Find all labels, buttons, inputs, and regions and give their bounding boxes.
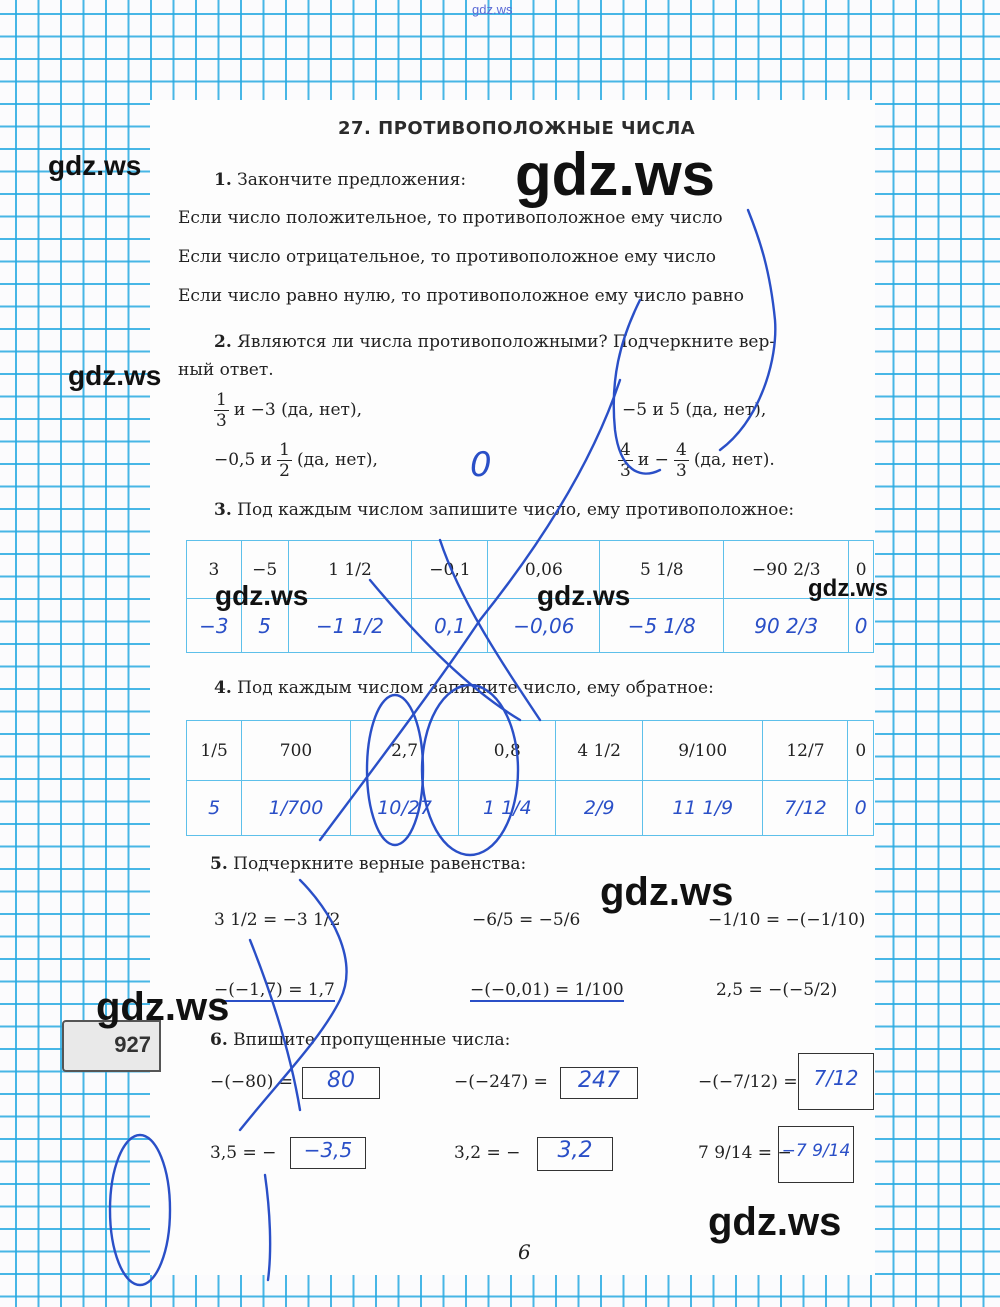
answer-cell: −1 1/2 — [288, 599, 412, 653]
task3-number: 3. — [214, 500, 232, 520]
task2-item-1: $\frac{1}{3}$ и −3 (да, нет), — [216, 390, 362, 431]
cell: 9/100 — [643, 721, 763, 781]
scribble-stroke — [240, 880, 346, 1130]
task6-number: 6. — [210, 1030, 228, 1050]
scribble-stroke — [614, 300, 660, 474]
watermark: gdz.ws — [537, 580, 631, 611]
fraction: $\frac{1}{3}$ — [216, 390, 227, 431]
cell: −90 2/3 — [724, 541, 849, 599]
task2-item-3: −0,5 и $\frac{1}{2}$ (да, нет), — [214, 440, 378, 481]
answer-cell: −5 1/8 — [600, 599, 724, 653]
task2-prompt-line2: ный ответ. — [178, 360, 274, 380]
task1-prompt: Закончите предложения: — [237, 170, 467, 190]
answer-box: 80 — [302, 1067, 380, 1099]
answer-cell: 7/12 — [763, 781, 848, 836]
task2-item-4: $\frac{4}{3}$ и − $\frac{4}{3}$ (да, нет). — [620, 440, 775, 481]
watermark: gdz.ws — [48, 150, 142, 181]
task6-left-1: −(−80) = — [210, 1072, 294, 1092]
task2-prompt-line1: Являются ли числа противоположными? Подчеркните вер- — [237, 332, 776, 352]
watermark: gdz.ws — [708, 1200, 842, 1244]
task1-line-3: Если число равно нулю, то противоположное ему число равно — [178, 286, 744, 306]
equation-5: −(−0,01) = 1/100 — [470, 980, 624, 1000]
cell: 0 — [848, 721, 874, 781]
page-number: 6 — [518, 1240, 531, 1264]
cell: 1 1/2 — [288, 541, 412, 599]
task2-number: 2. — [214, 332, 232, 352]
task4-number: 4. — [214, 678, 232, 698]
answer-cell: 10/27 — [350, 781, 459, 836]
answer-box: −3,5 — [290, 1137, 366, 1169]
handwritten-zero: 0 — [470, 445, 492, 485]
answer-cell: 0 — [848, 781, 874, 836]
answer-cell: 5 — [241, 599, 288, 653]
task1-line-1: Если число положительное, то противоположное ему число — [178, 208, 723, 228]
scribble-stroke — [265, 1175, 270, 1280]
task1-number: 1. — [214, 170, 232, 190]
answer-cell: 11 1/9 — [643, 781, 763, 836]
fraction: $\frac{4}{3}$ — [676, 440, 687, 481]
fraction: $\frac{4}{3}$ — [620, 440, 631, 481]
equation-2: −6/5 = −5/6 — [472, 910, 581, 930]
circle-stroke — [367, 695, 423, 845]
watermark: gdz.ws — [515, 141, 716, 208]
task6-prompt: Впишите пропущенные числа: — [233, 1030, 511, 1050]
watermark: gdz.ws — [96, 985, 230, 1029]
task6-left-4: 3,5 = − — [210, 1143, 277, 1163]
answer-box: −7 9/14 — [778, 1126, 854, 1183]
cell: −5 — [241, 541, 288, 599]
equation-6: 2,5 = −(−5/2) — [716, 980, 838, 1000]
cell: 1/5 — [187, 721, 242, 781]
equation-1: 3 1/2 = −3 1/2 — [214, 910, 341, 930]
answer-cell: 5 — [187, 781, 242, 836]
cell: 12/7 — [763, 721, 848, 781]
task6-left-3: −(−7/12) = — [698, 1072, 798, 1092]
task4-prompt: Под каждым числом запишите число, ему обратное: — [237, 678, 714, 698]
answer-cell: −0,06 — [488, 599, 600, 653]
scribble-stroke — [250, 940, 300, 1110]
equation-4: −(−1,7) = 1,7 — [214, 980, 335, 1000]
circle-stroke — [422, 685, 518, 855]
header-watermark: gdz.ws — [472, 2, 513, 17]
task6-left-2: −(−247) = — [454, 1072, 548, 1092]
task2-item-2: −5 и 5 (да, нет), — [622, 400, 767, 420]
answer-cell: −3 — [187, 599, 242, 653]
answer-cell: 1 1/4 — [459, 781, 556, 836]
page-badge: 927 — [62, 1020, 161, 1072]
cell: 700 — [242, 721, 351, 781]
task1-line-2: Если число отрицательное, то противоположное ему число — [178, 247, 716, 267]
cell: 0,06 — [488, 541, 600, 599]
task6-left-5: 3,2 = − — [454, 1143, 521, 1163]
task5-number: 5. — [210, 854, 228, 874]
answer-cell: 2/9 — [556, 781, 643, 836]
task6-left-6: 7 9/14 = − — [698, 1143, 792, 1163]
answer-box: 247 — [560, 1067, 638, 1099]
scribble-stroke — [720, 210, 775, 450]
equation-3: −1/10 = −(−1/10) — [708, 910, 866, 930]
cell: 3 — [187, 541, 242, 599]
cell: 4 1/2 — [556, 721, 643, 781]
watermark: gdz.ws — [215, 580, 309, 611]
cell: −0,1 — [412, 541, 488, 599]
cell: 5 1/8 — [600, 541, 724, 599]
answer-box: 7/12 — [798, 1053, 874, 1110]
answer-cell: 90 2/3 — [724, 599, 849, 653]
watermark: gdz.ws — [68, 360, 162, 391]
page-title: 27. ПРОТИВОПОЛОЖНЫЕ ЧИСЛА — [338, 118, 696, 139]
cell: 2,7 — [350, 721, 459, 781]
answer-box: 3,2 — [537, 1137, 613, 1171]
answer-cell: 0 — [849, 599, 874, 653]
watermark: gdz.ws — [600, 870, 734, 914]
answer-cell: 1/700 — [242, 781, 351, 836]
task5-prompt: Подчеркните верные равенства: — [233, 854, 527, 874]
answer-cell: 0,1 — [412, 599, 488, 653]
fraction: $\frac{1}{2}$ — [279, 440, 290, 481]
watermark: gdz.ws — [808, 575, 889, 602]
cell: 0,8 — [459, 721, 556, 781]
task3-prompt: Под каждым числом запишите число, ему противоположное: — [237, 500, 795, 520]
circle-stroke — [110, 1135, 170, 1285]
cell: 0 — [849, 541, 874, 599]
